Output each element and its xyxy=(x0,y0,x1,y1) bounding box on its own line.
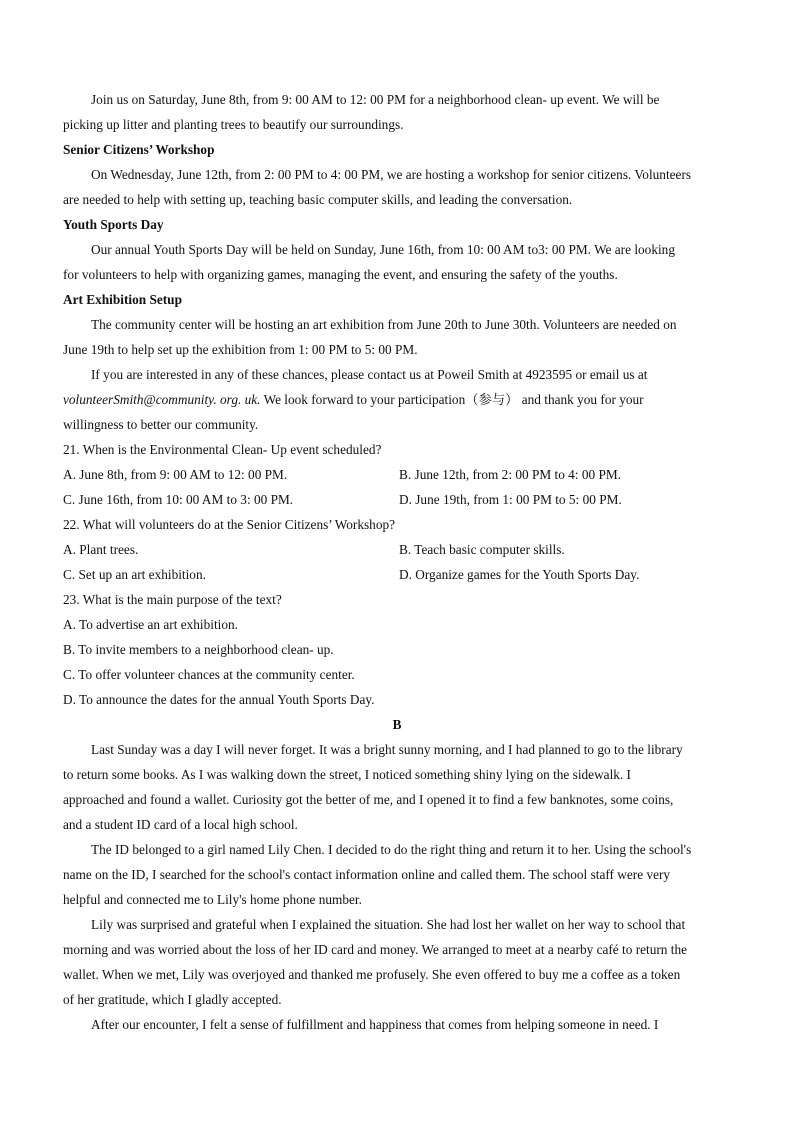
text-line: After our encounter, I felt a sense of fulfillment and happiness that comes from helping someone in need. I xyxy=(91,1017,659,1032)
text-line: Join us on Saturday, June 8th, from 9: 00 AM to 12: 00 PM for a neighborhood clean- up event. We will be xyxy=(91,92,660,107)
option-23-b: B. To invite members to a neighborhood clean- up. xyxy=(63,642,334,657)
section-heading-workshop: Senior Citizens’ Workshop xyxy=(63,142,215,157)
question-21-stem: 21. When is the Environmental Clean- Up event scheduled? xyxy=(63,442,382,457)
option-21-c: C. June 16th, from 10: 00 AM to 3: 00 PM. xyxy=(63,492,294,507)
passage-b-label: B xyxy=(392,717,402,732)
workshop-paragraph xyxy=(63,162,731,212)
text-fragment: We look forward to your participation（参与） and thank you for your xyxy=(260,392,644,407)
contact-paragraph xyxy=(63,362,731,437)
text-line: The community center will be hosting an art exhibition from June 20th to June 30th. Volunteers are needed on xyxy=(91,317,677,332)
text-line: morning and was worried about the loss of her ID card and money. We arranged to meet at a nearby café to return the xyxy=(63,942,688,957)
text-line: picking up litter and planting trees to beautify our surroundings. xyxy=(63,117,404,132)
passage-b-paragraph-1 xyxy=(63,737,731,837)
text-line: and a student ID card of a local high school. xyxy=(63,817,298,832)
option-22-b: B. Teach basic computer skills. xyxy=(399,542,565,557)
option-23-a: A. To advertise an art exhibition. xyxy=(63,617,238,632)
option-21-a: A. June 8th, from 9: 00 AM to 12: 00 PM. xyxy=(63,467,288,482)
text-line: On Wednesday, June 12th, from 2: 00 PM to 4: 00 PM, we are hosting a workshop for senior citizens. Volunteers xyxy=(91,167,692,182)
document-page xyxy=(63,87,731,1037)
passage-b-paragraph-2 xyxy=(63,837,731,912)
text-line: wallet. When we met, Lily was overjoyed and thanked me profusely. She even offered to buy me a coffee as a token xyxy=(63,967,681,982)
option-row xyxy=(63,487,731,512)
option-23-c: C. To offer volunteer chances at the community center. xyxy=(63,667,355,682)
passage-b-paragraph-3 xyxy=(63,912,731,1012)
text-line: are needed to help with setting up, teaching basic computer skills, and leading the conversation. xyxy=(63,192,573,207)
text-line: for volunteers to help with organizing games, managing the event, and ensuring the safety of the youths. xyxy=(63,267,618,282)
text-line: helpful and connected me to Lily's home phone number. xyxy=(63,892,362,907)
sports-day-paragraph xyxy=(63,237,731,287)
option-row xyxy=(63,562,731,587)
option-row xyxy=(63,537,731,562)
section-heading-art-exhibition: Art Exhibition Setup xyxy=(63,292,182,307)
option-23-d: D. To announce the dates for the annual Youth Sports Day. xyxy=(63,692,375,707)
option-22-c: C. Set up an art exhibition. xyxy=(63,567,206,582)
text-line: willingness to better our community. xyxy=(63,417,259,432)
passage-b-paragraph-4 xyxy=(63,1012,731,1037)
option-row xyxy=(63,462,731,487)
text-line: June 19th to help set up the exhibition from 1: 00 PM to 5: 00 PM. xyxy=(63,342,418,357)
art-exhibition-paragraph xyxy=(63,312,731,362)
text-line: to return some books. As I was walking down the street, I noticed something shiny lying on the sidewalk. I xyxy=(63,767,631,782)
cleanup-paragraph xyxy=(63,87,731,137)
text-line: Last Sunday was a day I will never forget. It was a bright sunny morning, and I had planned to go to the library xyxy=(91,742,683,757)
text-line: name on the ID, I searched for the school's contact information online and called them. The school staff were very xyxy=(63,867,671,882)
text-line: approached and found a wallet. Curiosity got the better of me, and I opened it to find a few banknotes, some coins, xyxy=(63,792,674,807)
question-22-stem: 22. What will volunteers do at the Senior Citizens’ Workshop? xyxy=(63,517,396,532)
section-heading-sports-day: Youth Sports Day xyxy=(63,217,164,232)
text-line: of her gratitude, which I gladly accepted. xyxy=(63,992,282,1007)
option-21-b: B. June 12th, from 2: 00 PM to 4: 00 PM. xyxy=(399,467,622,482)
option-22-d: D. Organize games for the Youth Sports Day. xyxy=(399,567,640,582)
text-line: The ID belonged to a girl named Lily Chen. I decided to do the right thing and return it to her. Using the school's xyxy=(91,842,692,857)
text-line xyxy=(63,387,731,412)
email-address: volunteerSmith@community. org. uk. xyxy=(63,392,261,407)
text-line: If you are interested in any of these chances, please contact us at Poweil Smith at 4923595 or email us at xyxy=(91,367,648,382)
question-23-stem: 23. What is the main purpose of the text? xyxy=(63,592,282,607)
text-line: Our annual Youth Sports Day will be held on Sunday, June 16th, from 10: 00 AM to3: 00 PM. We are looking xyxy=(91,242,675,257)
option-21-d: D. June 19th, from 1: 00 PM to 5: 00 PM. xyxy=(399,492,622,507)
text-line: Lily was surprised and grateful when I explained the situation. She had lost her wallet on her way to school that xyxy=(91,917,686,932)
option-22-a: A. Plant trees. xyxy=(63,542,139,557)
